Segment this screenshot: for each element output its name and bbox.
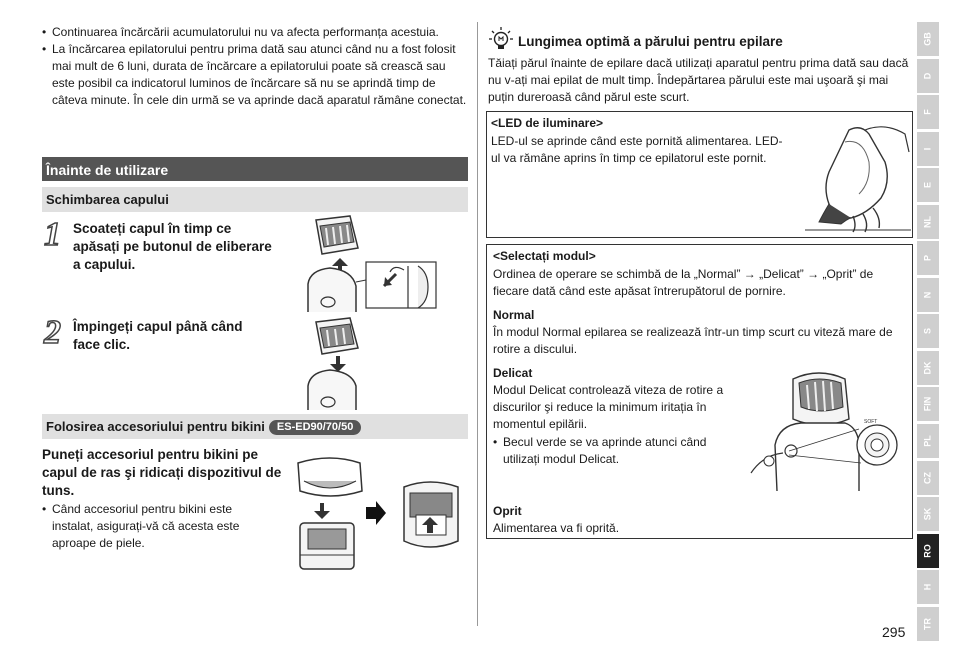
step-2-number: 2 bbox=[44, 314, 61, 351]
lightbulb-tip-icon bbox=[488, 25, 514, 51]
section-title: Înainte de utilizare bbox=[46, 162, 169, 178]
tab-cz[interactable]: CZ bbox=[917, 461, 939, 495]
tab-dk[interactable]: DK bbox=[917, 351, 939, 385]
tab-e[interactable]: E bbox=[917, 168, 939, 202]
step-1-number: 1 bbox=[44, 216, 61, 253]
intro-bullet-list bbox=[42, 24, 470, 109]
tab-gb[interactable]: GB bbox=[917, 22, 939, 56]
intro-bullet-1: • Continuarea încărcării acumulatorului nu va afecta performanța acestuia. bbox=[42, 24, 470, 41]
oprit-title: Oprit bbox=[493, 504, 522, 518]
tip-text: Tăiați părul înainte de epilare dacă utilizați aparatul pentru prima dată sau dacă nu v-ați mai epilat de mult timp. Îndepărtarea părului este mai uşoară şi mai puțin dureroasă când părul este scurt. bbox=[488, 56, 909, 104]
soft-label: SOFT bbox=[864, 419, 878, 425]
mode-text: Ordinea de operare se schimbă de la „Normal” → „Delicat” → „Oprit” de fiecare dată când este apăsat întrerupătorul de pornire. bbox=[493, 267, 874, 298]
normal-text: În modul Normal epilarea se realizează într-un timp scurt cu viteză mare de rotire a discului. bbox=[493, 325, 893, 356]
tab-nl[interactable]: NL bbox=[917, 205, 939, 239]
column-divider bbox=[477, 22, 478, 626]
bikini-instruction: Puneți accesoriul pentru bikini pe capul de ras şi ridicați dispozitivul de tuns. bbox=[42, 447, 282, 498]
delicat-bullet: • Becul verde se va aprinde atunci când utilizați modul Delicat. bbox=[493, 434, 733, 468]
tab-p[interactable]: P bbox=[917, 241, 939, 275]
delicat-bullet-list bbox=[493, 434, 733, 468]
delicat-title: Delicat bbox=[493, 366, 533, 380]
subsection-change-head-bar bbox=[42, 187, 468, 212]
arrow-right-icon bbox=[366, 501, 386, 525]
led-title: <LED de iluminare> bbox=[491, 116, 604, 130]
tab-d[interactable]: D bbox=[917, 59, 939, 93]
epilator-body-icon bbox=[308, 370, 356, 410]
model-badge: ES-ED90/70/50 bbox=[269, 420, 361, 435]
tab-pl[interactable]: PL bbox=[917, 424, 939, 458]
soft-mode-illustration bbox=[749, 363, 899, 491]
oprit-text: Alimentarea va fi oprită. bbox=[493, 521, 620, 535]
tab-s[interactable]: S bbox=[917, 314, 939, 348]
tab-fin[interactable]: FIN bbox=[917, 387, 939, 421]
assembled-head-icon bbox=[404, 482, 458, 547]
tab-f[interactable]: F bbox=[917, 95, 939, 129]
tab-h[interactable]: H bbox=[917, 570, 939, 604]
step-2-text: Împingeți capul până când face clic. bbox=[73, 319, 243, 352]
arrow-down-icon bbox=[314, 503, 330, 519]
delicat-text: Modul Delicat controlează viteza de rotire a discurilor şi reduce la minimum iritația în momentul epilării. bbox=[493, 383, 724, 431]
page-number: 295 bbox=[882, 624, 906, 640]
epilator-led-illustration bbox=[805, 122, 911, 234]
led-info-box bbox=[486, 111, 913, 238]
epilator-body-icon bbox=[308, 268, 356, 312]
step-1-text: Scoateți capul în timp ce apăsați pe butonul de eliberare a capului. bbox=[73, 221, 272, 272]
bikini-attachment-illustration bbox=[290, 455, 470, 575]
remove-head-illustration bbox=[300, 212, 440, 312]
led-text: LED-ul se aprinde când este pornită alimentarea. LED-ul va rămâne aprins în timp ce epilatorul este pornit. bbox=[491, 134, 783, 165]
bikini-comb-icon bbox=[298, 458, 362, 496]
epilator-head-icon bbox=[300, 523, 354, 569]
language-tabs bbox=[917, 22, 939, 643]
tab-ro[interactable]: RO bbox=[917, 534, 939, 568]
subsection-bikini-title: Folosirea accesoriului pentru bikini bbox=[46, 419, 265, 434]
tip-title: Lungimea optimă a părului pentru epilare bbox=[518, 34, 783, 49]
tab-n[interactable]: N bbox=[917, 278, 939, 312]
bikini-bullet: • Când accesoriul pentru bikini este instalat, asigurați-vă că acesta este aproape de piele. bbox=[42, 501, 272, 552]
tab-sk[interactable]: SK bbox=[917, 497, 939, 531]
epilator-head-icon bbox=[316, 216, 358, 254]
subsection-bikini-bar bbox=[42, 414, 468, 439]
attach-head-illustration bbox=[300, 316, 370, 410]
tab-i[interactable]: I bbox=[917, 132, 939, 166]
subsection-change-head-title: Schimbarea capului bbox=[46, 192, 169, 207]
normal-title: Normal bbox=[493, 308, 535, 322]
mode-info-box bbox=[486, 244, 913, 539]
epilator-head-icon bbox=[316, 318, 358, 354]
section-title-bar bbox=[42, 157, 468, 181]
bikini-bullet-list bbox=[42, 501, 272, 552]
mode-title: <Selectați modul> bbox=[493, 249, 596, 263]
tab-tr[interactable]: TR bbox=[917, 607, 939, 641]
intro-bullet-2: • La încărcarea epilatorului pentru prima dată sau atunci când nu a fost folosit mai mult de 6 luni, durata de încărcare a epilatorului poate să crească sau este posibil ca indicatorul luminos de încărcare să nu se aprindă timp de câteva minute. În cele din urmă se va aprinde dacă aparatul rămâne conectat. bbox=[42, 41, 470, 109]
